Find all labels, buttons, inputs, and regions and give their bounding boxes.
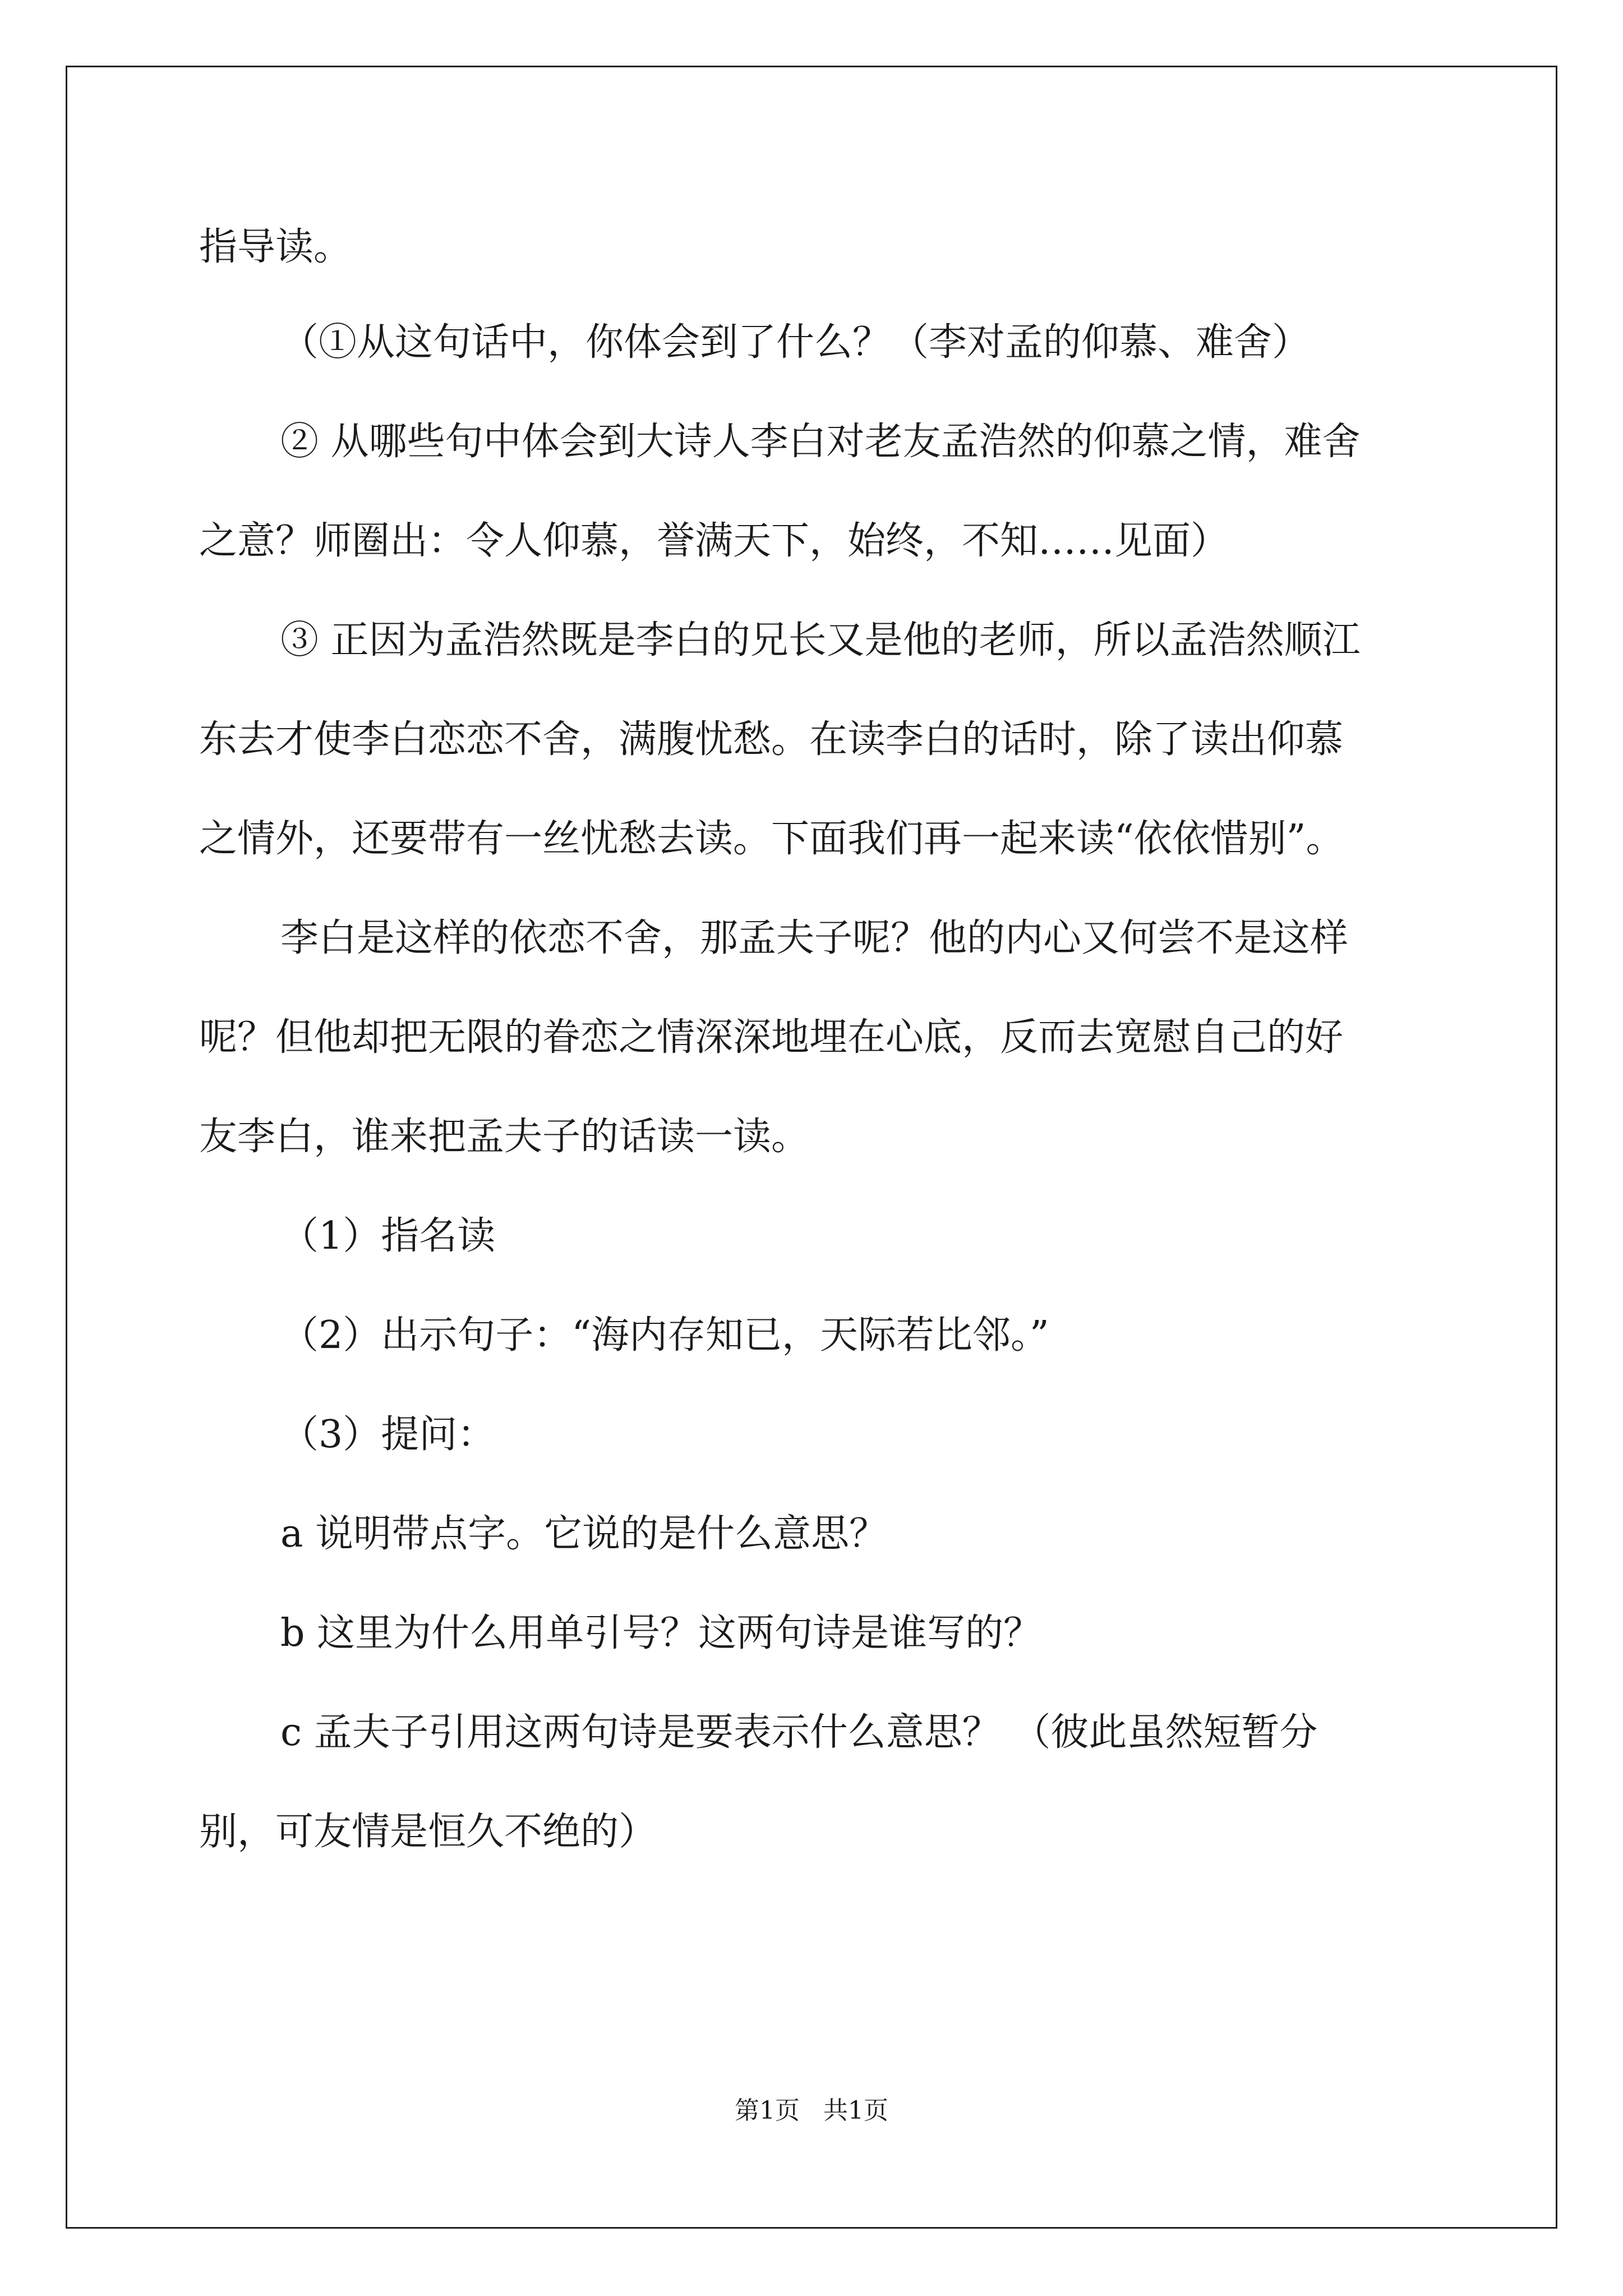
text-line: b 这里为什么用单引号？这两句诗是谁写的？ (280, 1611, 1042, 1655)
text-line: 李白是这样的依恋不舍，那孟夫子呢？他的内心又何尝不是这样 (280, 916, 1349, 960)
text-line: 指导读。 (199, 225, 352, 269)
text-line: 之意？师圈出：令人仰慕，誉满天下，始终，不知……见面） (199, 519, 1229, 563)
text-line: c 孟夫子引用这两句诗是要表示什么意思？ （彼此虽然短暂分 (280, 1710, 1318, 1755)
text-line: a 说明带点字。它说的是什么意思？ (280, 1512, 888, 1556)
text-line: 呢？但他却把无限的眷恋之情深深地埋在心底，反而去宽慰自己的好 (199, 1015, 1344, 1060)
text-line: 友李白，谁来把孟夫子的话读一读。 (199, 1115, 810, 1159)
text-line: ③ 正因为孟浩然既是李白的兄长又是他的老师，所以孟浩然顺江 (280, 618, 1361, 662)
text-line: （3）提问： (280, 1412, 496, 1457)
text-line: ② 从哪些句中体会到大诗人李白对老友孟浩然的仰慕之情，难舍 (280, 420, 1361, 464)
page-total: 共1页 (823, 2096, 888, 2125)
text-line: 别，可友情是恒久不绝的） (199, 1810, 657, 1854)
text-line: （2）出示句子：“海内存知已，天际若比邻。” (280, 1313, 1049, 1358)
page-footer (0, 2095, 1623, 2127)
text-line: 之情外，还要带有一丝忧愁去读。下面我们再一起来读“依依惜别”。 (199, 817, 1344, 861)
text-line: （①从这句话中，你体会到了什么？（李对孟的仰慕、难舍） (280, 320, 1311, 365)
text-line: （1）指名读 (280, 1214, 496, 1258)
text-line: 东去才使李白恋恋不舍，满腹忧愁。在读李白的话时，除了读出仰慕 (199, 717, 1344, 762)
page-number: 第1页 (735, 2096, 800, 2125)
